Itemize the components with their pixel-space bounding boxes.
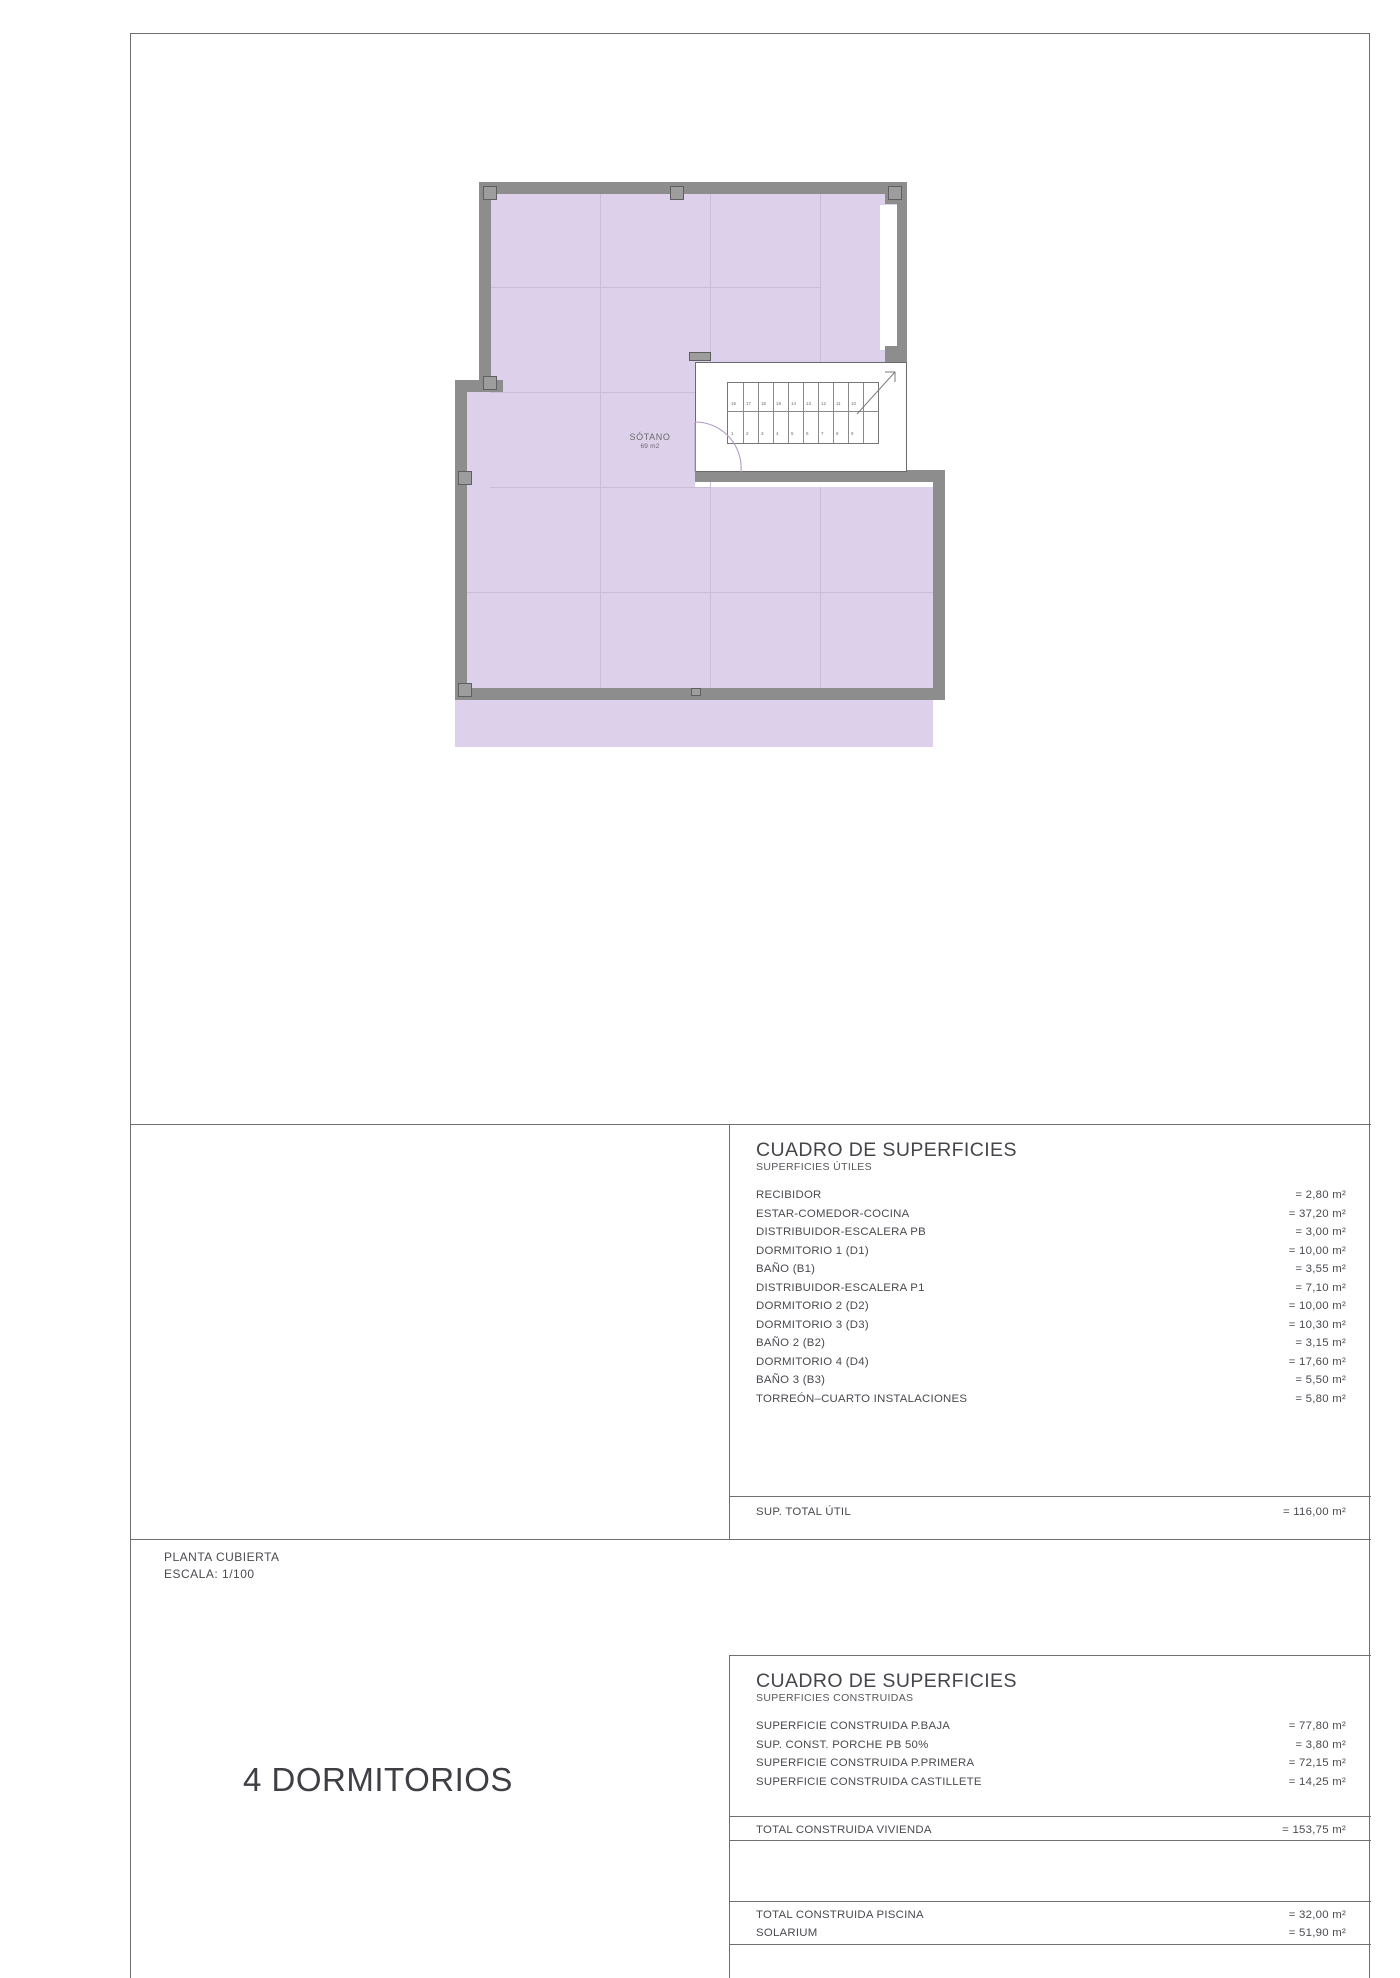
- stair-number: 5: [791, 431, 794, 436]
- plan-grid-cell: [490, 392, 601, 488]
- row-value: = 10,30 m²: [1288, 1318, 1346, 1331]
- row-value: = 17,60 m²: [1288, 1355, 1346, 1368]
- row-value: = 3,00 m²: [1295, 1226, 1346, 1239]
- plan-caption: [164, 1549, 280, 1584]
- column-marker: [483, 186, 497, 200]
- divider-below-pool-rows: [729, 1944, 1371, 1945]
- useful-table-rows: [756, 1186, 1346, 1408]
- plan-caption-line2: ESCALA: 1/100: [164, 1567, 255, 1582]
- table-row: [756, 1316, 1346, 1334]
- table-row: [756, 1353, 1346, 1371]
- stair-direction-arrow: [855, 366, 905, 416]
- row-value: = 5,50 m²: [1295, 1374, 1346, 1387]
- row-label: DORMITORIO 3 (D3): [756, 1318, 869, 1331]
- built-table-total: [756, 1821, 1346, 1840]
- table-row: [756, 1223, 1346, 1241]
- page-title: 4 DORMITORIOS: [243, 1761, 513, 1798]
- table-row: [756, 1242, 1346, 1260]
- room-label-text: SÓTANO: [629, 432, 671, 442]
- column-marker: [670, 186, 684, 200]
- table-row: [756, 1279, 1346, 1297]
- row-value: = 7,10 m²: [1295, 1281, 1346, 1294]
- useful-table-subtitle: SUPERFICIES ÚTILES: [756, 1161, 872, 1174]
- stair-number: 13: [806, 401, 812, 406]
- row-value: = 3,15 m²: [1295, 1337, 1346, 1350]
- stair-number: 14: [791, 401, 797, 406]
- plan-grid-cell: [820, 592, 934, 693]
- column-marker: [691, 688, 701, 696]
- row-value: = 72,15 m²: [1288, 1757, 1346, 1770]
- row-value: = 37,20 m²: [1288, 1207, 1346, 1220]
- row-label: SUPERFICIE CONSTRUIDA P.PRIMERA: [756, 1757, 975, 1770]
- column-marker: [483, 376, 497, 390]
- plan-grid-cell: [455, 592, 601, 693]
- row-value: = 14,25 m²: [1288, 1775, 1346, 1788]
- column-marker: [888, 186, 902, 200]
- table-row: [756, 1334, 1346, 1352]
- column-marker: [458, 683, 472, 697]
- divider-above-built-table: [729, 1655, 1371, 1656]
- table-row: [756, 1297, 1346, 1315]
- built-table-title: CUADRO DE SUPERFICIES: [756, 1670, 1017, 1692]
- row-label: SOLARIUM: [756, 1927, 818, 1940]
- stair-tread: [848, 383, 849, 443]
- balcony-void: [880, 205, 898, 350]
- total-value: = 116,00 m²: [1282, 1506, 1346, 1518]
- built-table-rows: [756, 1717, 1346, 1791]
- table-row: [756, 1717, 1346, 1735]
- table-row: [756, 1924, 1346, 1942]
- room-label-sotano: [595, 432, 705, 451]
- stair-number: 18: [761, 401, 767, 406]
- useful-table-title: CUADRO DE SUPERFICIES: [756, 1139, 1017, 1161]
- row-label: SUPERFICIE CONSTRUIDA CASTILLETE: [756, 1775, 982, 1788]
- floor-plan-drawing: [455, 170, 1095, 910]
- stair-number: 19: [776, 401, 782, 406]
- stair-number: 8: [836, 431, 839, 436]
- plan-grid-cell: [600, 592, 711, 693]
- row-value: = 2,80 m²: [1295, 1189, 1346, 1202]
- table-row: [756, 1390, 1346, 1408]
- column-marker: [458, 471, 472, 485]
- plan-grid-cell: [820, 487, 934, 593]
- row-label: DORMITORIO 2 (D2): [756, 1300, 869, 1313]
- stair-number: 11: [836, 401, 841, 406]
- divider-above-built-total: [729, 1816, 1371, 1817]
- divider-vertical-left-of-useful-table: [729, 1124, 730, 1539]
- table-total-row: [756, 1821, 1346, 1840]
- row-label: SUPERFICIE CONSTRUIDA P.BAJA: [756, 1720, 951, 1733]
- stair-number: 3: [761, 431, 764, 436]
- stair-number: 12: [821, 401, 827, 406]
- total-value: = 153,75 m²: [1282, 1824, 1346, 1836]
- row-value: = 3,80 m²: [1295, 1738, 1346, 1751]
- row-value: = 77,80 m²: [1288, 1720, 1346, 1733]
- table-row: [756, 1754, 1346, 1772]
- row-label: BAÑO 2 (B2): [756, 1337, 826, 1350]
- stair-number: 16: [731, 401, 737, 406]
- stair-number: 10: [851, 401, 857, 406]
- row-value: = 32,00 m²: [1288, 1909, 1346, 1921]
- stair-number: 2: [746, 431, 749, 436]
- row-value: = 10,00 m²: [1288, 1244, 1346, 1257]
- divider-below-useful-table: [130, 1539, 1371, 1540]
- wall-right-lower: [933, 470, 945, 700]
- row-label: BAÑO 3 (B3): [756, 1374, 826, 1387]
- plan-grid-cell: [710, 487, 821, 593]
- stair-number: 17: [746, 401, 752, 406]
- table-row: [756, 1186, 1346, 1204]
- table-row: [756, 1773, 1346, 1791]
- plan-grid-cell: [710, 192, 821, 288]
- table-row: [756, 1736, 1346, 1754]
- table-surfaces-built: [756, 1671, 1346, 1791]
- table-row: [756, 1371, 1346, 1389]
- row-label: SUP. CONST. PORCHE PB 50%: [756, 1738, 929, 1751]
- row-label: RECIBIDOR: [756, 1189, 822, 1202]
- total-label: SUP. TOTAL ÚTIL: [756, 1506, 851, 1518]
- row-label: DISTRIBUIDOR-ESCALERA PB: [756, 1226, 926, 1239]
- table-row: [756, 1205, 1346, 1223]
- stair-tread: [818, 383, 819, 443]
- built-table-subtitle: SUPERFICIES CONSTRUIDAS: [756, 1692, 914, 1705]
- row-label: BAÑO (B1): [756, 1263, 816, 1276]
- room-area-text: 69 m2: [640, 443, 660, 451]
- row-label: TOTAL CONSTRUIDA PISCINA: [756, 1909, 924, 1921]
- stair-tread: [788, 383, 789, 443]
- wall-top: [479, 182, 897, 194]
- divider-above-pool-rows: [729, 1901, 1371, 1902]
- stair-number: 4: [776, 431, 779, 436]
- table-row: [756, 1260, 1346, 1278]
- row-label: DORMITORIO 1 (D1): [756, 1244, 869, 1257]
- table-total-row: [756, 1503, 1346, 1522]
- plan-grid-cell: [490, 192, 601, 288]
- stair-tread: [803, 383, 804, 443]
- row-value: = 5,80 m²: [1295, 1392, 1346, 1405]
- plan-grid-cell: [455, 487, 601, 593]
- stair-number: 7: [821, 431, 824, 436]
- row-label: TORREÓN–CUARTO INSTALACIONES: [756, 1392, 968, 1405]
- stair-number: 1: [731, 431, 734, 436]
- stair-tread: [758, 383, 759, 443]
- row-value: = 10,00 m²: [1288, 1300, 1346, 1313]
- divider-above-useful-table: [130, 1124, 1371, 1125]
- stair-tread: [833, 383, 834, 443]
- row-value: = 3,55 m²: [1295, 1263, 1346, 1276]
- stair-number: 6: [806, 431, 809, 436]
- table-surfaces-useful: [756, 1140, 1346, 1408]
- table-row: [756, 1906, 1346, 1924]
- row-label: ESTAR-COMEDOR-COCINA: [756, 1207, 910, 1220]
- stair-number: 9: [851, 431, 854, 436]
- useful-table-total: [756, 1503, 1346, 1522]
- wall-left-outer: [455, 380, 467, 700]
- row-label: DISTRIBUIDOR-ESCALERA P1: [756, 1281, 925, 1294]
- divider-above-useful-total: [729, 1496, 1371, 1497]
- plan-grid-cell: [600, 487, 711, 593]
- total-label: TOTAL CONSTRUIDA VIVIENDA: [756, 1824, 932, 1836]
- plan-caption-line1: PLANTA CUBIERTA: [164, 1550, 280, 1564]
- plan-grid-cell: [490, 287, 601, 393]
- plan-grid-cell: [600, 192, 711, 288]
- built-table-extra-rows: [756, 1906, 1346, 1943]
- opening-marker: [689, 352, 711, 361]
- stair-tread: [773, 383, 774, 443]
- row-label: DORMITORIO 4 (D4): [756, 1355, 869, 1368]
- plan-grid-cell: [710, 592, 821, 693]
- row-value: = 51,90 m²: [1288, 1927, 1346, 1940]
- wall-upper-left: [479, 182, 491, 392]
